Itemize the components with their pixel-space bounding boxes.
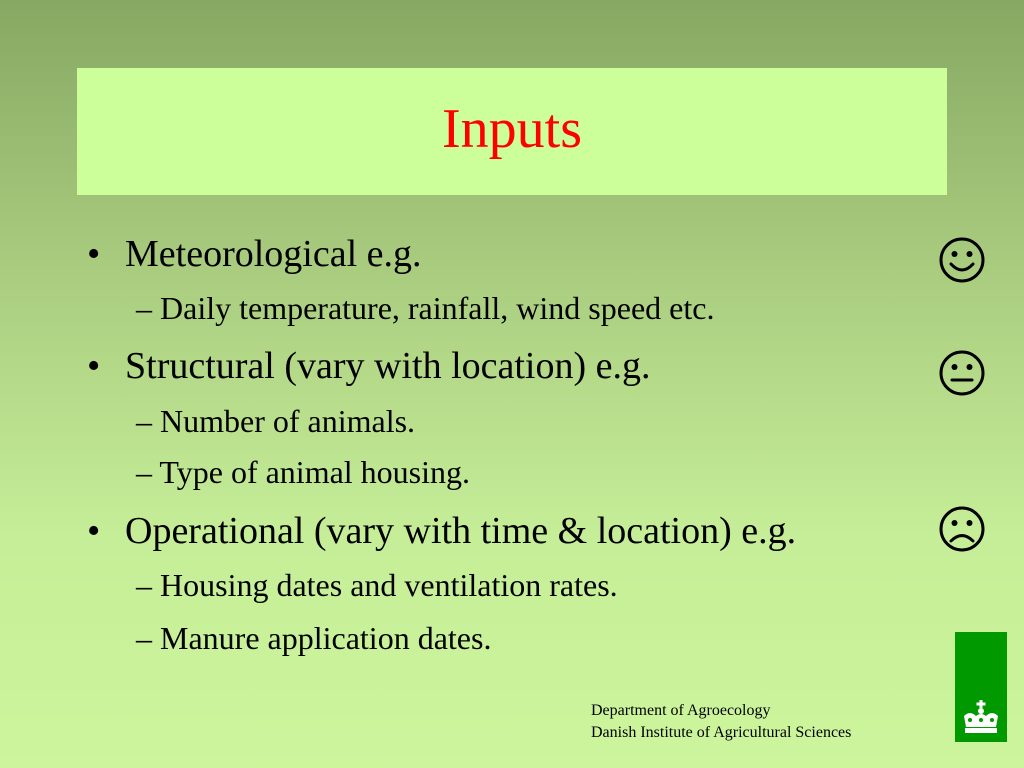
- crown-icon: [960, 700, 1002, 736]
- bullet-item-meteorological: [87, 235, 422, 273]
- footer-institute: Danish Institute of Agricultural Sciences: [591, 724, 852, 741]
- footer-department: Department of Agroecology: [591, 702, 771, 719]
- sub-item: – Manure application dates.: [136, 620, 492, 656]
- sub-item: – Number of animals.: [136, 403, 416, 439]
- sub-item: – Housing dates and ventilation rates.: [136, 567, 618, 603]
- bullet-text: Meteorological e.g.: [125, 233, 422, 275]
- bullet-item-structural: [87, 347, 651, 385]
- neutral-face-icon: [938, 349, 986, 397]
- bullet-text: Structural (vary with location) e.g.: [125, 345, 651, 387]
- smiling-face-icon: [938, 236, 986, 284]
- bullet-marker: •: [87, 510, 101, 552]
- bullet-item-operational: [87, 512, 796, 550]
- slide-title: Inputs: [442, 97, 582, 160]
- sub-item: – Type of animal housing.: [136, 454, 471, 490]
- sub-item: – Daily temperature, rainfall, wind speed etc.: [136, 290, 715, 326]
- bullet-marker: •: [87, 345, 101, 387]
- institute-logo: [955, 632, 1007, 742]
- footer: [591, 700, 851, 744]
- frowning-face-icon: [938, 505, 986, 553]
- bullet-marker: •: [87, 233, 101, 275]
- bullet-text: Operational (vary with time & location) e.g.: [125, 510, 797, 552]
- title-box: [77, 68, 947, 195]
